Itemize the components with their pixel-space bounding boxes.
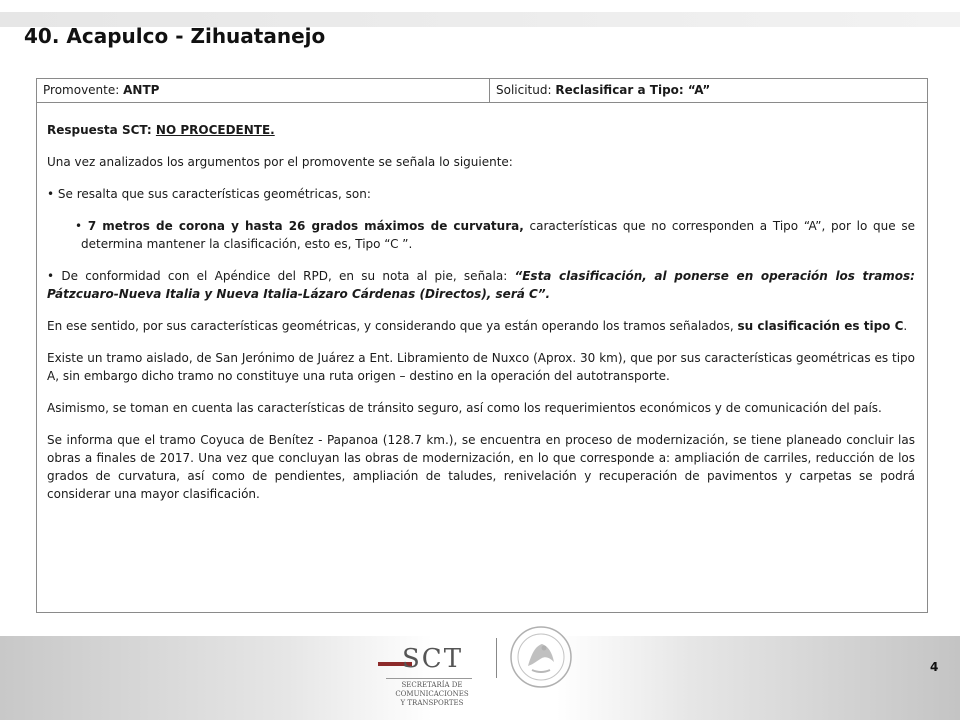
content-table [36, 78, 928, 613]
page-number: 4 [930, 660, 939, 674]
solicitud-label: Solicitud: [496, 83, 556, 97]
paragraph-classification-end: . [903, 319, 908, 333]
response-body [37, 121, 927, 503]
paragraph-classification [47, 317, 915, 335]
response-label: Respuesta SCT: [47, 123, 156, 137]
bullet-geometric [47, 185, 915, 203]
bullet-apendice-quote: “Esta clasificación, al ponerse en operación los tramos: Pátzcuaro-Nueva Italia y Nueva Italia-Lázaro Cárdenas (Directos), será C”. [47, 269, 915, 301]
promovente-label: Promovente: [43, 83, 124, 97]
paragraph-safe-transit: Asimismo, se toman en cuenta las características de tránsito seguro, así como los requerimientos económicos y de comunicación del país. [47, 401, 882, 415]
promovente-value: ANTP [123, 83, 160, 97]
intro-paragraph: Una vez analizados los argumentos por el promovente se señala lo siguiente: [47, 155, 513, 169]
bullet-apendice [47, 267, 915, 303]
bullet-corona [47, 217, 915, 253]
solicitud-cell [490, 79, 927, 102]
sct-logo [372, 640, 492, 720]
bullet-icon: • [75, 219, 88, 233]
paragraph-modernization: Se informa que el tramo Coyuca de Benítez - Papanoa (128.7 km.), se encuentra en proceso de modernización, se tiene planeado concluir las obras a finales de 2017. Una vez que concluyan las obras de modernización, en lo que corresponde a: ampliación de carriles, reducción de los grados de curvatura, así como de pendientes, ampliación de taludes, renivelación y recuperación de pavimentos y carpetas se podrá considerar una mayor clasificación. [47, 433, 915, 501]
header-row [37, 79, 927, 103]
promovente-cell [37, 79, 490, 102]
paragraph-isolated-segment: Existe un tramo aislado, de San Jerónimo de Juárez a Ent. Libramiento de Nuxco (Aprox. 30 km), que por sus características geométricas es tipo A, sin embargo dicho tramo no constituye una ruta origen – destino en la operación del autotransporte. [47, 351, 915, 383]
bullet-corona-bold: 7 metros de corona y hasta 26 grados máximos de curvatura, [87, 219, 524, 233]
page-title: 40. Acapulco - Zihuatanejo [24, 24, 326, 48]
bullet-corona-text: características que no corresponden a Tipo “A”, por lo que se determina mantener la clasificación, esto es, Tipo “C ”. [81, 219, 915, 251]
response-line [47, 121, 915, 139]
bullet-apendice-text: De conformidad con el Apéndice del RPD, en su nota al pie, señala: [61, 269, 515, 283]
paragraph-classification-text: En ese sentido, por sus características geométricas, y considerando que ya están operando los tramos señalados, [47, 319, 738, 333]
solicitud-value: Reclasificar a Tipo: “A” [555, 83, 711, 97]
bullet-geometric-text: Se resalta que sus características geométricas, son: [57, 187, 371, 201]
national-seal-icon [506, 622, 576, 692]
paragraph-classification-bold: su clasificación es tipo C [737, 319, 904, 333]
logo-sct-text: SCT [402, 644, 464, 674]
logo-rule [386, 678, 472, 679]
logo-divider [496, 638, 497, 678]
bullet-icon: • [47, 269, 62, 283]
logo-subtitle: SECRETARÍA DE COMUNICACIONES Y TRANSPORTES [395, 681, 469, 707]
response-value: NO PROCEDENTE. [155, 123, 275, 137]
bullet-icon: • [47, 187, 58, 201]
